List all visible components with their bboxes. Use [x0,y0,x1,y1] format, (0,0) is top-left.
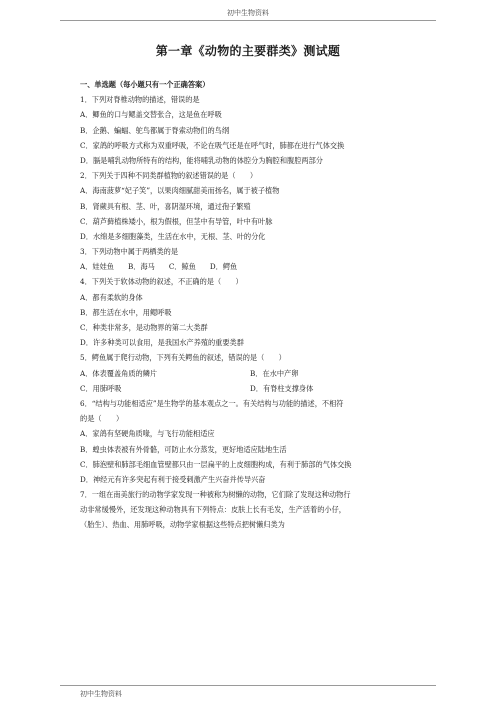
question-1-option-a: A．鲫鱼的口与鳃盖交替张合，这是鱼在呼吸 [80,110,222,120]
question-5-option-a: A．体表覆盖角质的鳞片 [80,368,158,378]
question-3-stem: 3．下列动物中属于两栖类的是 [80,247,179,257]
question-3-option-d: D．鳄鱼 [209,262,238,272]
question-5-options-row-1 [80,366,420,381]
section-heading: 一、单选题（每小题只有一个正确答案） [80,80,210,89]
question-6-option-d: D．神经元有许多突起有利于接受刺激产生兴奋并传导兴奋 [80,474,266,484]
question-5-option-b: B．在水中产卵 [250,368,299,378]
question-6-stem-line-1: 6．“结构与功能相适应”是生物学的基本观点之一。有关结构与功能的描述，不相符 [80,398,344,408]
question-3-options [80,259,420,274]
question-2-option-d: D．水绵是多细胞藻类，生活在水中，无根、茎、叶的分化 [80,231,266,241]
question-4-option-c: C．种类非常多，是动物界的第二大类群 [80,323,208,332]
question-4-stem: 4．下列关于软体动物的叙述，不正确的是（ ） [80,277,243,287]
question-4-option-b: B．都生活在水中，用鳃呼吸 [80,307,172,317]
question-6-option-b: B．蝗虫体表被有外骨骼，可防止水分蒸发，更好地适应陆地生活 [80,444,287,454]
question-6-option-c: C．肺泡壁和肺部毛细血管壁都只由一层扁平的上皮细胞构成，有利于肺部的气体交换 [80,459,352,469]
question-5-stem: 5．鳄鱼属于爬行动物，下列有关鳄鱼的叙述，错误的是（ ） [80,353,286,363]
question-3-option-b: B．海马 [127,262,155,272]
question-2-option-c: C．葫芦藓植株矮小，根为假根，但茎中有导管，叶中有叶脉 [80,216,273,226]
question-6-option-a: A．家鸽有坚硬角质喙，与飞行功能相适应 [80,429,215,439]
question-5-options-row-2 [80,381,420,396]
header-rule [60,20,436,21]
question-7-stem-line-2: 动非常缓慢外，还发现这种动物具有下列特点：皮肤上长有毛发，生产活着的小仔， [80,505,346,515]
question-7-stem-line-3: （胎生）、热血、用肺呼吸，动物学家根据这些特点把树懒归类为 [80,520,285,530]
question-5-option-c: C．用肺呼吸 [80,383,122,393]
question-1-stem: 1．下列对脊椎动物的描述，错误的是 [80,95,200,105]
question-2-stem: 2．下列关于四种不同类群植物的叙述错误的是（ ） [80,171,258,181]
question-1-option-d: D．膈是哺乳动物所特有的结构，能将哺乳动物的体腔分为胸腔和腹腔两部分 [80,155,323,165]
footer-rule [60,685,436,686]
document-body [80,77,420,533]
question-2-option-b: B．肾蕨具有根、茎、叶，喜阴湿环境，通过孢子繁殖 [80,201,251,211]
question-3-option-a: A．娃娃鱼 [80,262,114,272]
question-1-option-c: C．家鸽的呼吸方式称为双重呼吸，不论在吸气还是在呼气时，肺都在进行气体交换 [80,140,345,150]
question-6-stem-line-2: 的是（ ） [80,414,124,424]
question-3-option-c: C．鲸鱼 [168,262,196,272]
question-4-option-a: A．都有柔软的身体 [80,292,143,302]
page-header: 初中生物资料 [227,9,269,17]
question-2-option-a: A．海南菠萝“妃子笑”，以果肉细腻甜美而扬名，属于被子植物 [80,186,280,196]
question-1-option-b: B．企鹅、蝙蝠、鸵鸟都属于脊索动物们的鸟纲 [80,125,230,135]
page-footer: 初中生物资料 [80,690,122,698]
question-7-stem-line-1: 7．一组在南美旅行的动物学家发现一种被称为树懒的动物，它们除了发现这种动物行 [80,490,351,500]
question-4-option-d: D．许多种类可以食用，是我国水产养殖的重要类群 [80,338,244,348]
question-5-option-d: D．有脊柱支撑身体 [250,383,314,393]
document-title: 第一章《动物的主要群类》测试题 [155,44,341,58]
